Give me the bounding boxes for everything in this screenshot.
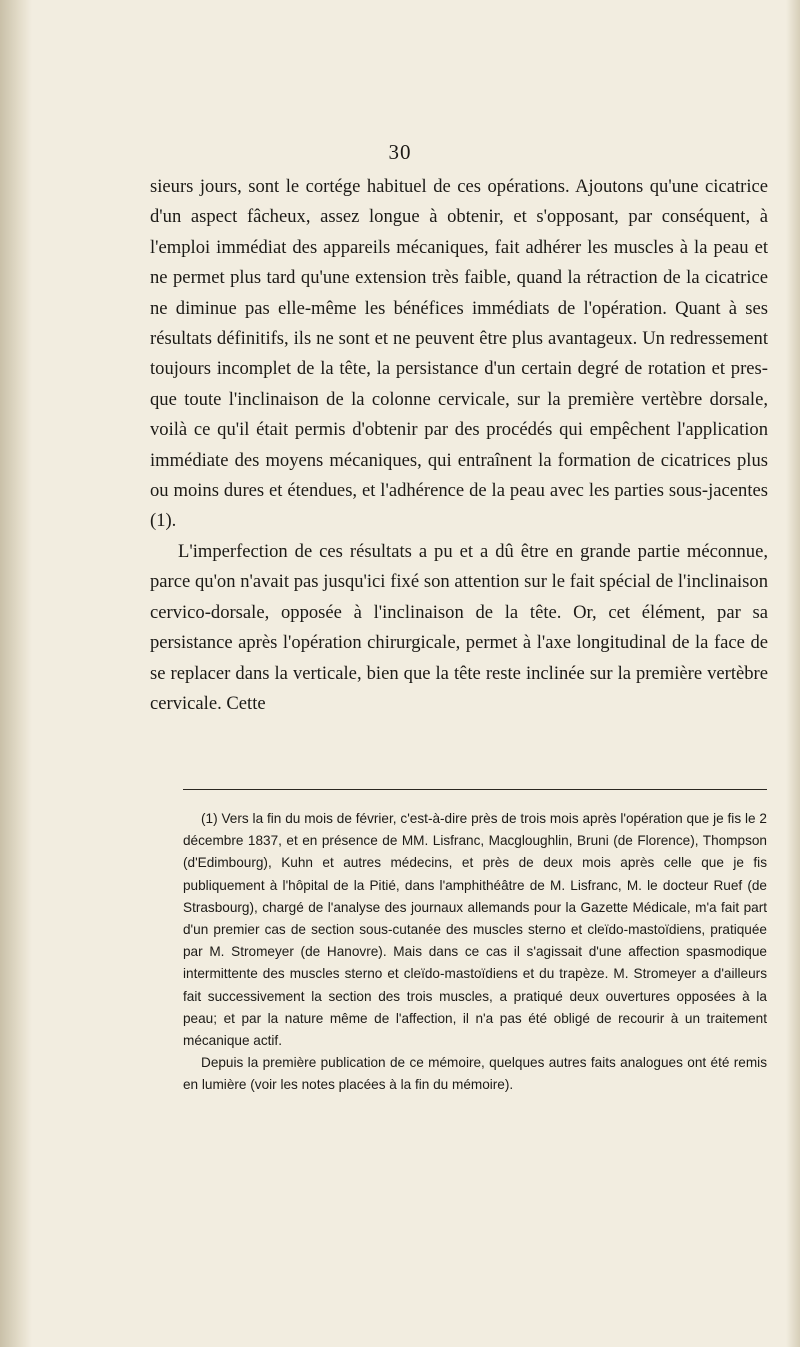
body-paragraph-1: sieurs jours, sont le cortége habituel de ces opérations. Ajoutons qu'une cicatrice d'un aspect fâcheux, assez longue à obtenir, et s'opposant, par conséquent, à l'emploi immédiat des appareils mécaniques, fait adhérer les muscles à la peau et ne permet plus tard qu'une extension très faible, quand la rétraction de la cicatrice ne diminue pas elle-même les bénéfices immédiats de l'opération. Quant à ses résultats définitifs, ils ne sont et ne peuvent être plus avantageux. Un redressement toujours incomplet de la tête, la persistance d'un certain degré de rotation et presque toute l'inclinaison de la colonne cervicale, sur la première vertèbre dorsale, voilà ce qu'il était permis d'obtenir par des procédés qui empêchent l'application immédiate des moyens mécaniques, qui entraînent la formation de cicatrices plus ou moins dures et étendues, et l'adhérence de la peau avec les parties sous-jacentes (1). xyxy=(150,176,768,532)
main-text xyxy=(150,172,768,719)
body-paragraph-2: L'imperfection de ces résultats a pu et a dû être en grande partie méconnue, parce qu'on n'avait pas jusqu'ici fixé son attention sur le fait spécial de l'inclinaison cervico-dorsale, opposée à l'inclinaison de la tête. Or, cet élément, par sa persistance après l'opération chirurgicale, permet à l'axe longitudinal de la face de se replacer dans la verticale, bien que la tête reste inclinée sur la première vertèbre cervicale. Cette xyxy=(150,540,768,714)
footnote-separator xyxy=(183,789,767,790)
footnote-2: Depuis la première publication de ce mémoire, quelques autres faits analogues ont été remis en lumière (voir les notes placées à la fin du mémoire). xyxy=(183,1055,767,1093)
page-edge-shadow-right xyxy=(786,0,800,1347)
footnotes xyxy=(183,808,767,1097)
page-number: 30 xyxy=(388,140,412,164)
footnote-1: (1) Vers la fin du mois de février, c'est-à-dire près de trois mois après l'opération que je fis le 2 décembre 1837, et en présence de MM. Lisfranc, Macgloughlin, Bruni (de Florence), Thompson (d'Edimbourg), Kuhn et autres médecins, et près de deux mois après celle que je fis publiquement à l'hôpital de la Pitié, dans l'amphithéâtre de M. Lisfranc, M. le docteur Ruef (de Strasbourg), chargé de l'analyse des journaux allemands pour la Gazette Médicale, m'a fait part d'un premier cas de section sous-cutanée des muscles sterno et cleïdo-mastoïdiens, pratiquée par M. Stromeyer (de Hanovre). Mais dans ce cas il s'agissait d'une affection spasmodique intermittente des muscles sterno et cleïdo-mastoïdiens et du trapèze. M. Stromeyer a d'ailleurs fait successivement la section des trois muscles, a pratiqué deux ouvertures opposées à la peau; et par la nature même de l'affection, il n'a pas été obligé de recourir à un traitement mécanique actif. xyxy=(183,811,767,1049)
page-edge-shadow-left xyxy=(0,0,32,1347)
